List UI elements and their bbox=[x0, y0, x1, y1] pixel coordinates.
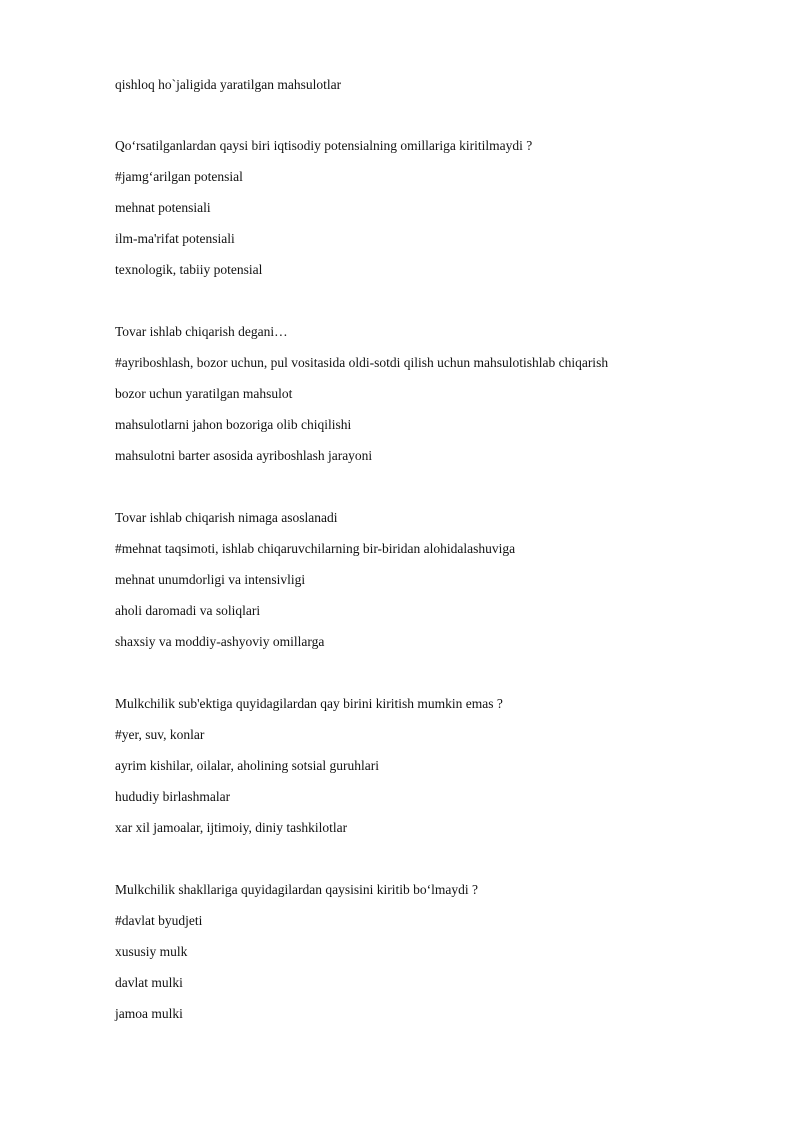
question-3-option-3: aholi daromadi va soliqlari bbox=[115, 603, 261, 618]
question-5-text: Mulkchilik shakllariga quyidagilardan qaysisini kiritib bo‘lmaydi ? bbox=[115, 882, 478, 897]
question-4-answer-correct: #yer, suv, konlar bbox=[115, 727, 205, 742]
question-2-option-3: mahsulotlarni jahon bozoriga olib chiqilishi bbox=[115, 417, 352, 432]
question-5-option-2: xususiy mulk bbox=[115, 944, 188, 959]
question-1-option-2: mehnat potensiali bbox=[115, 200, 211, 215]
question-3-text: Tovar ishlab chiqarish nimaga asoslanadi bbox=[115, 510, 338, 525]
question-1-option-4: texnologik, tabiiy potensial bbox=[115, 262, 263, 277]
question-5-answer-correct: #davlat byudjeti bbox=[115, 913, 203, 928]
question-1-answer-correct: #jamg‘arilgan potensial bbox=[115, 169, 243, 184]
question-5-option-4: jamoa mulki bbox=[115, 1006, 183, 1021]
question-4-text: Mulkchilik sub'ektiga quyidagilardan qay birini kiritish mumkin emas ? bbox=[115, 696, 503, 711]
question-2-answer-correct: #ayriboshlash, bozor uchun, pul vositasida oldi-sotdi qilish uchun mahsulotishlab chiqarish bbox=[115, 355, 609, 370]
question-5-option-3: davlat mulki bbox=[115, 975, 183, 990]
question-3-option-2: mehnat unumdorligi va intensivligi bbox=[115, 572, 306, 587]
question-3-answer-correct: #mehnat taqsimoti, ishlab chiqaruvchilarning bir-biridan alohidalashuviga bbox=[115, 541, 516, 556]
question-1-option-3: ilm-ma'rifat potensiali bbox=[115, 231, 235, 246]
question-1-text: Qo‘rsatilganlardan qaysi biri iqtisodiy potensialning omillariga kiritilmaydi ? bbox=[115, 138, 533, 153]
question-4-option-4: xar xil jamoalar, ijtimoiy, diniy tashkilotlar bbox=[115, 820, 348, 835]
question-2-option-4: mahsulotni barter asosida ayriboshlash jarayoni bbox=[115, 448, 373, 463]
question-4-option-3: hududiy birlashmalar bbox=[115, 789, 231, 804]
question-4-option-2: ayrim kishilar, oilalar, aholining sotsial guruhlari bbox=[115, 758, 379, 773]
intro-line: qishloq ho`jaligida yaratilgan mahsulotlar bbox=[115, 77, 342, 92]
question-2-text: Tovar ishlab chiqarish degani… bbox=[115, 324, 288, 339]
question-2-option-2: bozor uchun yaratilgan mahsulot bbox=[115, 386, 293, 401]
question-3-option-4: shaxsiy va moddiy-ashyoviy omillarga bbox=[115, 634, 325, 649]
